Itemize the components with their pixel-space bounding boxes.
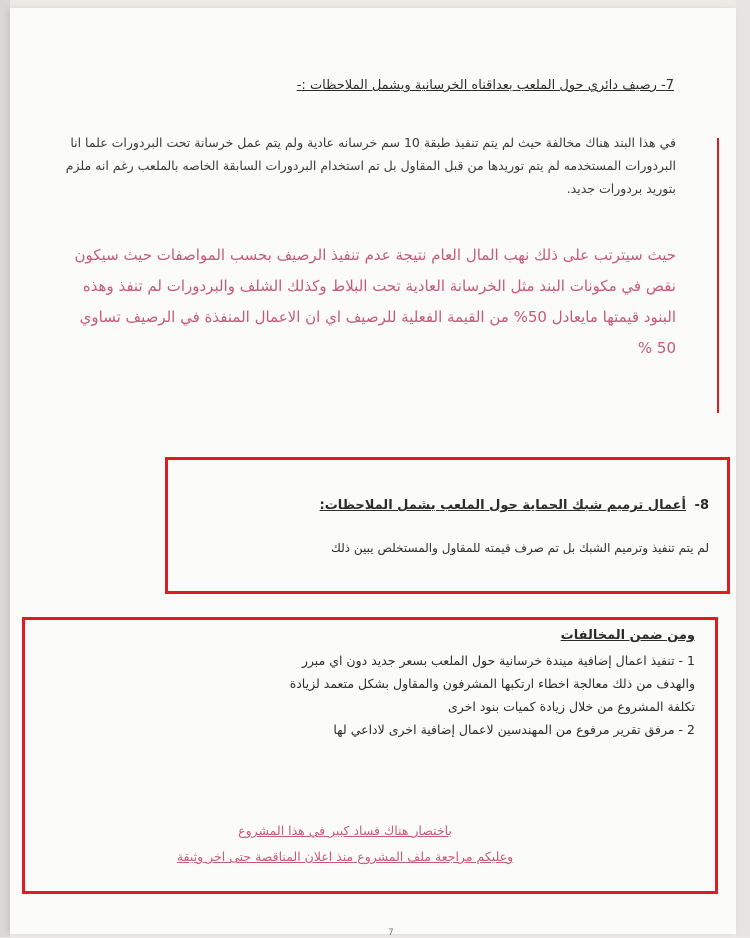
section-8-number: 8- [694, 498, 709, 513]
annotation-vertical-line [717, 138, 719, 413]
section-8-heading [189, 498, 709, 513]
section-7-paragraph: في هذا البند هناك مخالفة حيث لم يتم تنفيذ طبقة 10 سم خرسانه عادية ولم يتم عمل خرسانة تحت البردورات علما انا البردورات المستخدمه لم يتم توريدها من قبل المقاول بل تم استخدام البردورات السابقة الخاصه بالملعب رغم انه ملزم بتوريد بردورات جديد. [65, 135, 676, 196]
closing-line-1: باختصار هناك فساد كبير في هذا المشروع [238, 823, 452, 838]
closing-line-2: وعليكم مراجعة ملف المشروع منذ اعلان المناقصة حتى اخر وثيقة [176, 849, 514, 864]
section-7-heading: 7- رصيف دائري حول الملعب بعداقناه الخرسانية ويشمل الملاحظات :- [296, 78, 674, 93]
violation-line: 1 - تنفيذ اعمال إضافية ميندة خرسانية حول الملعب بسعر جديد دون اي مبرر [301, 653, 695, 668]
section-8-text: لم يتم تنفيذ وترميم الشبك بل تم صرف قيمته للمقاول والمستخلص يبين ذلك [331, 541, 709, 555]
violations-list [45, 649, 695, 741]
violations-annotation-box [22, 617, 718, 894]
section-8-annotation-box [165, 457, 730, 594]
section-8-title: أعمال ترميم شبك الحماية حول الملعب يشمل الملاحظات: [319, 498, 687, 513]
closing-statement [85, 818, 605, 870]
violation-line: تكلفة المشروع من خلال زيادة كميات بنود اخرى [447, 699, 695, 714]
violations-content [45, 628, 695, 741]
violations-heading: ومن ضمن المخالفات [560, 628, 695, 643]
violation-line: والهدف من ذلك معالجة اخطاء ارتكبها المشرفون والمقاول بشكل متعمد لزيادة [289, 676, 695, 691]
violation-line: 2 - مرفق تقرير مرفوع من المهندسين لاعمال إضافية اخرى لاداعي لها [333, 722, 695, 737]
page-number: 7 [388, 928, 394, 938]
page-edge-right [736, 0, 750, 937]
page-edge-left [0, 0, 10, 937]
section-7-highlighted-paragraph: حيث سيترتب على ذلك نهب المال العام نتيجة عدم تنفيذ الرصيف بحسب المواصفات حيث سيكون نقص في مكونات البند مثل الخرسانة العادية تحت البلاط وكذلك الشلف والبردورات لم تنفذ وهذه البنود قيمتها مايعادل 50% من القيمة الفعلية للرصيف اي ان الاعمال المنفذة في الرصيف تساوي 50 % [74, 246, 676, 357]
document-page [10, 8, 736, 938]
section-8-content [189, 498, 709, 555]
